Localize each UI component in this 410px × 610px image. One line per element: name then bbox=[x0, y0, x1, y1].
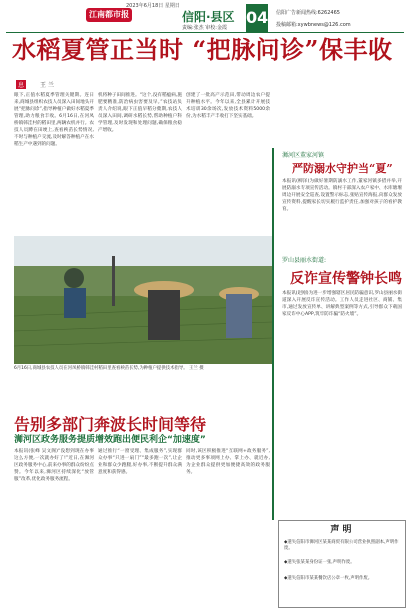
bottom-col-1: 本报讯(张峰 吴文阁)“没想到现在办事这么方便,一次就办好了!”近日,在浉河区政务服务中心,前来办事的群众纷纷点赞。今年以来,浉河区持续深化“放管服”改革,优化政务服务流程。 bbox=[14, 449, 94, 482]
farmer-left bbox=[64, 268, 84, 288]
side1-body: 本报讯(柳泽)为做好暑期防溺水工作,董家河镇多措并举,开展防溺水专项宣传活动。镇村干部深入农户家中、水库塘堰周边开展安全巡查,设置警示标志,张贴宣传海报,向群众发放宣传资料,提醒家长切实履行监护责任,加强对孩子的看护教育。 bbox=[282, 179, 402, 212]
side1-dateline: 浉河区董家河镇 bbox=[282, 152, 325, 159]
side2-body: 本报讯(赵刚)为进一步增强辖区居民防骗意识,罗山县丽水街道深入开展反诈宣传活动。工作人员走进社区、商铺、集市,通过发放宣传单、讲解典型案例等方式,引导群众下载国家反诈中心APP,筑牢防诈骗“防火墙”。 bbox=[282, 291, 402, 317]
side2-dateline: 罗山县丽水街道: bbox=[282, 257, 327, 264]
lead-photo bbox=[14, 236, 272, 364]
editors-line: 责编:张杰 审校:金霞 bbox=[182, 25, 227, 31]
lead-headline: 水稻夏管正当时 “把脉问诊”保丰收 bbox=[12, 35, 393, 64]
notice-item: ◆遗失信阳市浉河区某某商贸有限公司营业执照副本,声明作废。 bbox=[284, 540, 399, 551]
page-number: 04 bbox=[246, 4, 268, 32]
notice-item: ◆遗失信阳市某某餐饮店公章一枚,声明作废。 bbox=[284, 576, 373, 581]
bottom-headline: 告别多部门奔波长时间等待 bbox=[14, 415, 207, 434]
hotline: 信阳广告新闻热线:6262465 bbox=[276, 10, 340, 16]
bottom-col-2: 通过推行“一窗受理、集成服务”,实现群众办事“只进一扇门”“最多跑一次”,让企业和群众少跑腿,好办事,不断提升群众满意度和获得感。 bbox=[98, 449, 182, 475]
lead-col-3: 创建了一批高产示范田,带动周边农户提升种植水平。今年以来,全县累计开展技术培训30余场次,发放技术资料5000余份,为水稻丰产丰收打下坚实基础。 bbox=[186, 93, 270, 119]
lead-col-2: 机将种子田间推进。“这个,没有稻瘟病,施肥要精准,防治病虫害要及早。”农技站负责人介绍说,眼下正值早稻分蘖期,农技人员深入田间,调研水稻长势,帮助种植户科学管理,及时发现和处理问题,确保粮食稳产增收。 bbox=[98, 93, 182, 133]
lead-col-1: 眼下,正值水稻夏季管理关键期。连日来,商城县组织农技人员深入田间地头开展“把脉问诊”,指导种植户做好水稻夏季管理,助力粮食丰收。6月16日,在河凤桥镇韩洼村的稻田里,两辆农机并行。农技人员蹲在田埂上,查看秧苗长势情况,不时与种植户交流,及时解答种植户在水稻生产中遇到的问题。 bbox=[14, 93, 94, 147]
section-title: 信阳·县区 bbox=[182, 10, 235, 24]
masthead-logo: 江南都市报 bbox=[86, 8, 132, 22]
bottom-col-3: 同时,该区积极推进“互联网+政务服务”,推动更多事项网上办、掌上办、就近办,为企业群众提供更加便捷高效的政务服务。 bbox=[186, 449, 270, 475]
byline-tag: 息 bbox=[18, 82, 25, 89]
masthead-rule bbox=[6, 32, 404, 33]
notice-item: ◆遗失张某某身份证一张,声明作废。 bbox=[284, 560, 355, 565]
notice-title: 声 明 bbox=[330, 525, 352, 535]
email: 投稿邮箱:xywbnews@126.com bbox=[276, 22, 351, 28]
byline: 王 兰 bbox=[40, 82, 54, 89]
issue-date: 2023年6月18日 星期日 bbox=[126, 3, 180, 9]
microphone-icon bbox=[112, 256, 115, 306]
bottom-subhead: 浉河区政务服务提质增效跑出便民利企“加速度” bbox=[14, 435, 206, 445]
rice-field-photo bbox=[14, 236, 272, 364]
side2-title: 反诈宣传警钟长鸣 bbox=[290, 271, 402, 287]
side1-title: 严防溺水守护当“夏” bbox=[292, 162, 393, 175]
side-rule bbox=[272, 148, 274, 520]
photo-caption: 6月16日,商城县农技人员在河凤桥镇韩洼村稻田里查看秧苗长势,为种植户提供技术指导。 王兰 摄 bbox=[14, 366, 204, 371]
